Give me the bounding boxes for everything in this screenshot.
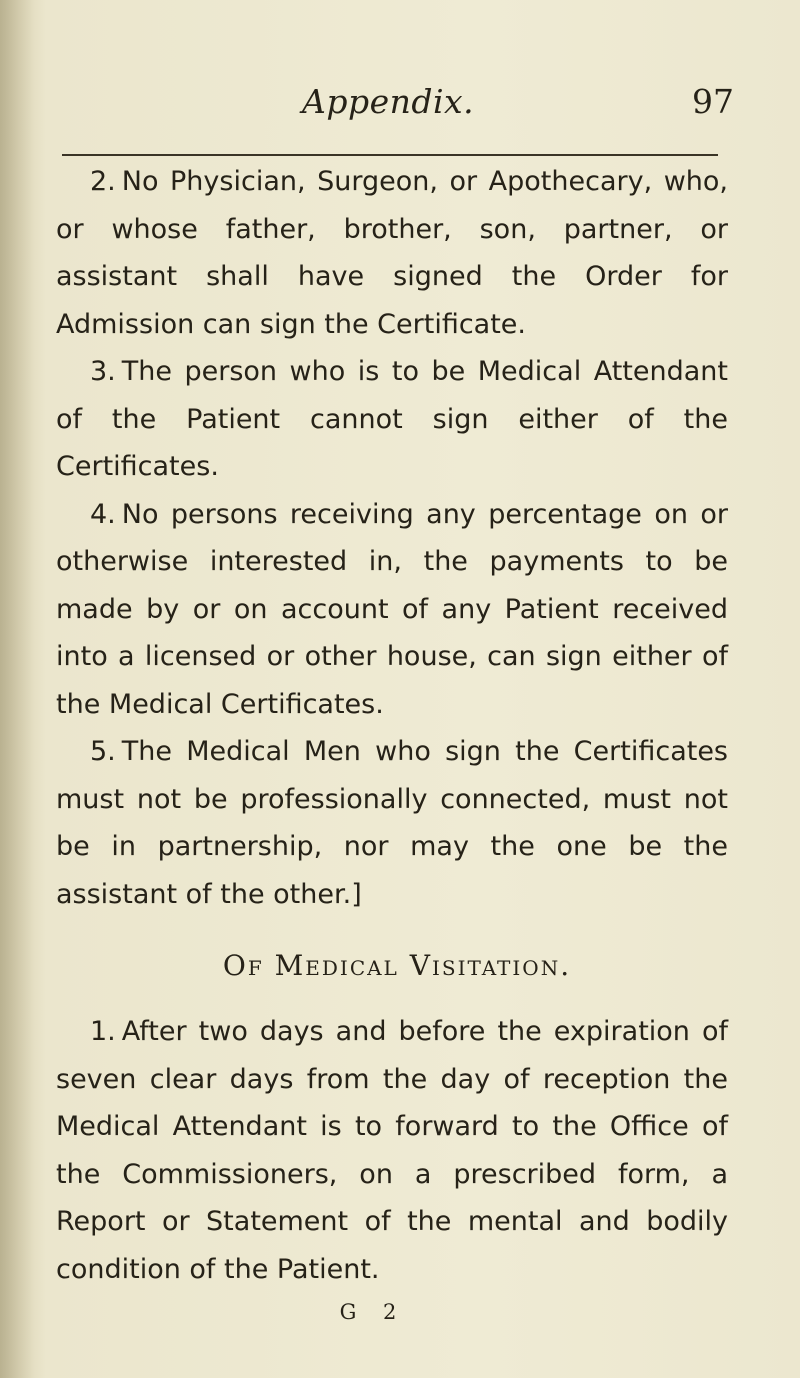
section-paragraph-1 — [56, 1008, 728, 1293]
paragraph-number: 3. — [90, 356, 116, 387]
paragraph-3 — [56, 348, 728, 491]
paragraph-text: No persons receiving any percentage on or otherwise interested in, the payments to be made by or on account of any Patient received into a licensed or other house, can sign either of the Medical Certificates. — [56, 498, 728, 720]
paragraph-number: 4. — [90, 498, 116, 530]
page-number: 97 — [692, 82, 734, 121]
paragraph-2 — [56, 158, 728, 348]
paragraph-text: The person who is to be Medical Attendant of the Patient cannot sign either of the Certificates. — [56, 356, 728, 482]
gutter-shadow — [0, 0, 34, 1378]
paragraph-5 — [56, 728, 728, 918]
paragraph-text: The Medical Men who sign the Certificates must not be professionally connected, must not be in partnership, nor may the one be the assistant of the other.] — [56, 736, 728, 910]
paragraph-4 — [56, 491, 728, 729]
section-heading: Of Medical Visitation. — [222, 949, 572, 982]
signature-mark: G 2 — [339, 1300, 407, 1324]
page-header — [0, 82, 800, 132]
paragraph-text: No Physician, Surgeon, or Apothecary, who, or whose father, brother, son, partner, or assistant shall have signed the Order for Admission can sign the Certificate. — [56, 166, 728, 340]
paragraph-number: 1. — [90, 1016, 116, 1047]
page-body — [56, 158, 728, 1329]
running-title: Appendix. — [302, 82, 475, 121]
paragraph-text: After two days and before the expiration of seven clear days from the day of reception the Medical Attendant is to forward to the Office of the Commissioners, on a prescribed form, a Report or Statement of the mental and bodily condition of the Patient. — [56, 1016, 728, 1285]
header-rule — [62, 154, 718, 156]
paragraph-number: 2. — [90, 166, 116, 197]
paragraph-number: 5. — [90, 736, 116, 767]
